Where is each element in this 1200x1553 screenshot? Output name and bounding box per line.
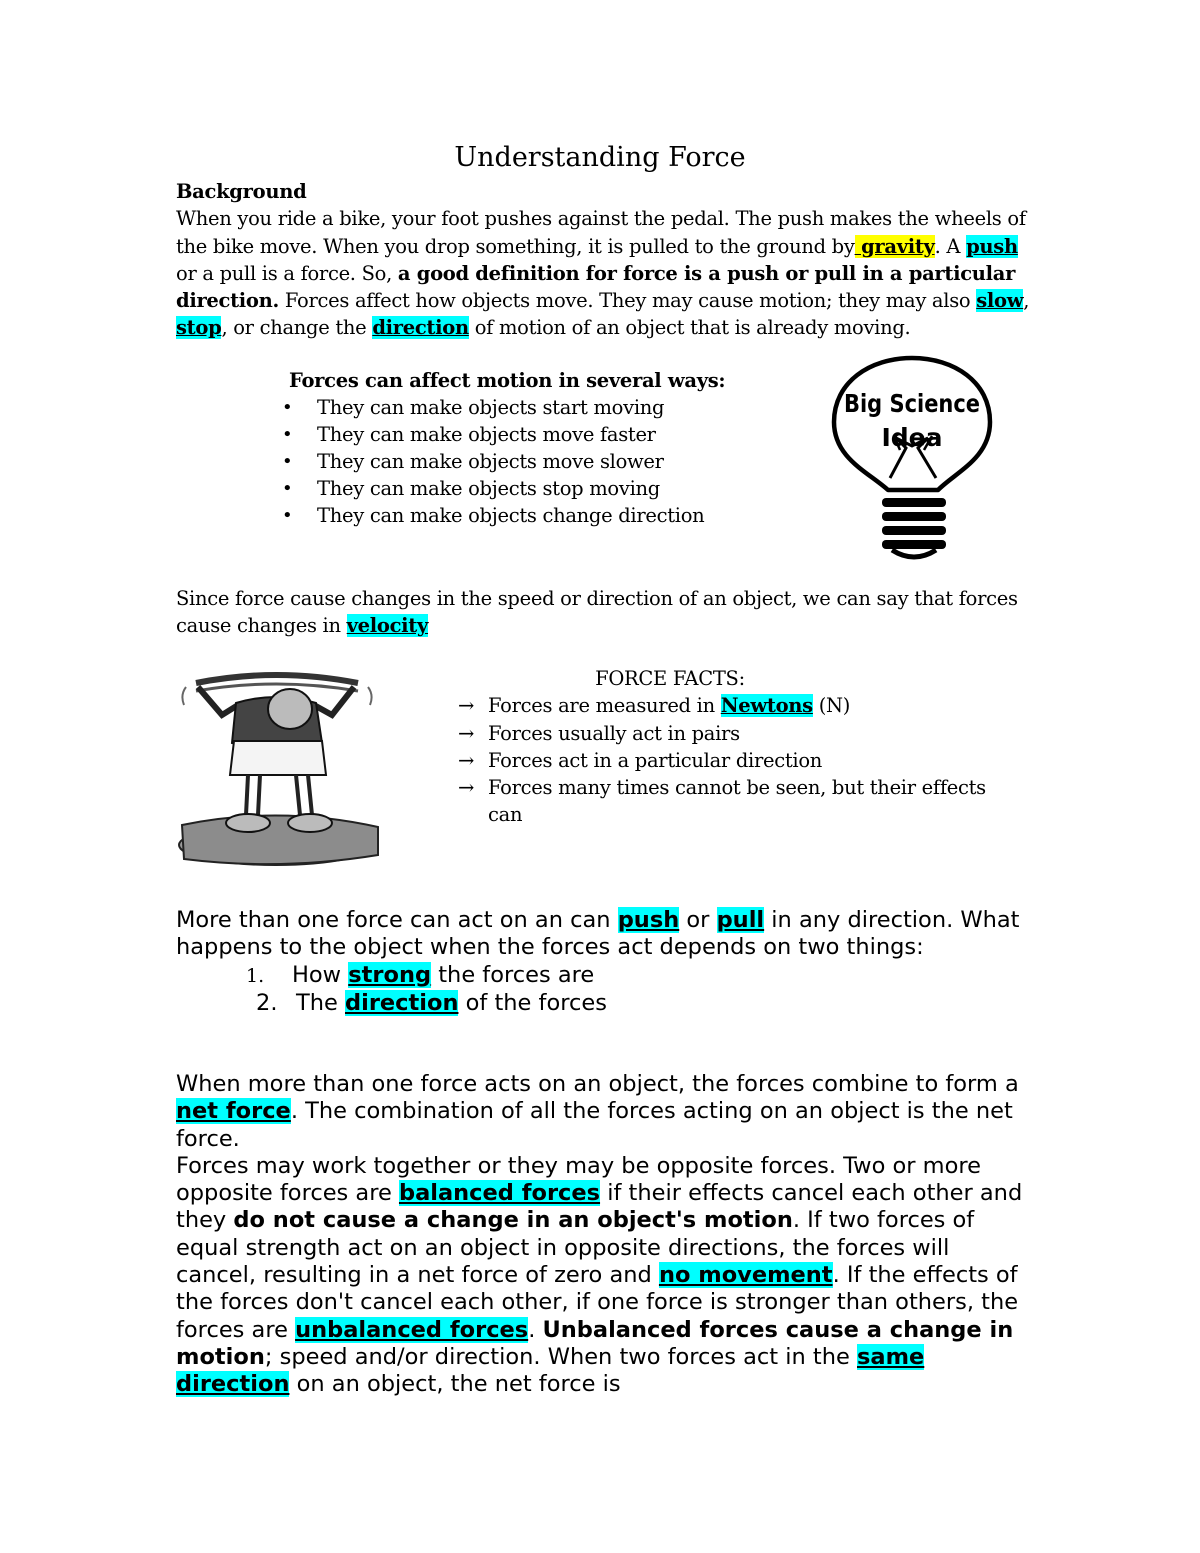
arrow-right-icon: → [458,776,475,800]
text-run: in any direction. What happens to the object when the forces act depends on two things: [176,907,1020,961]
background-section [176,178,1036,342]
term-net-force: net force [176,1098,291,1125]
big-science-idea-lightbulb-icon [828,350,1000,566]
list-item [455,692,1015,719]
list-item-text: They can make objects move faster [317,423,656,446]
background-paragraph [176,205,1036,341]
list-item [280,421,800,448]
text-run: When you ride a bike, your foot pushes against the pedal. The push makes the wheels of the bike move. When you drop something, it is pulled to the ground by [176,207,1026,258]
list-item-text: Forces many times cannot be seen, but their effects can [488,776,986,827]
factors-list [176,962,1036,1018]
list-item-text: They can make objects change direction [317,504,705,527]
list-number: 2. [256,989,278,1016]
list-item [176,990,1036,1017]
list-item [455,720,1015,747]
term-velocity: velocity [346,614,429,638]
text-run: Forces affect how objects move. They may cause motion; they may also [278,289,977,313]
no-change-phrase: do not cause a change in an object's motion [233,1207,793,1234]
arrow-right-icon: → [458,694,475,718]
list-item [455,747,1015,774]
list-item-text: They can make objects start moving [317,396,665,419]
bullet-icon: • [282,451,293,472]
multiple-forces-paragraph [176,907,1036,962]
text-run: . The combination of all the forces acting on an object is the net force. [176,1098,1013,1152]
term-push: push [617,907,680,933]
text-run: , [1023,289,1030,313]
text-run: . If two forces of equal strength act on an object in opposite directions, the forces will cancel, resulting in a net force of zero and [176,1207,975,1289]
bullet-icon: • [282,424,293,445]
arrow-right-icon: → [458,721,475,745]
text-run: The [296,989,345,1016]
text-run: of the forces [458,989,607,1016]
text-run: or a pull is a force. So, [176,261,398,285]
multiple-forces-section [176,907,1036,1017]
big-idea-line1: Big Science [844,389,980,418]
list-item-text: They can make objects stop moving [317,477,660,500]
text-run: the forces are [431,961,595,988]
text-run: Forces are measured in [488,694,721,718]
term-strong: strong [348,961,432,988]
term-balanced-forces: balanced forces [398,1180,601,1207]
term-direction: direction [372,316,469,340]
text-run: of motion of an object that is already moving. [468,316,911,340]
ways-list [280,394,800,529]
list-item [280,394,800,421]
net-force-section [176,1071,1036,1399]
force-definition: a good definition for force is a push or pull in a particular direction. [176,261,1016,313]
term-newtons: Newtons [720,694,813,718]
force-facts-section [455,665,1015,829]
ways-heading: Forces can affect motion in several ways: [289,369,726,392]
list-item [280,475,800,502]
text-run: on an object, the net force is [289,1371,621,1398]
list-item [280,502,800,529]
text-run: ; speed and/or direction. When two forces act in the [264,1343,858,1370]
term-no-movement: no movement [658,1262,833,1289]
balanced-forces-paragraph [176,1153,1036,1399]
term-push: push [966,234,1018,258]
term-slow: slow [976,289,1024,313]
text-run: How [292,961,349,988]
bullet-icon: • [282,397,293,418]
text-run: (N) [812,694,851,718]
list-item [176,962,1036,990]
person-pulling-band-illustration [176,665,384,870]
list-item-text: Forces act in a particular direction [488,748,823,772]
term-stop: stop [176,316,222,340]
page-title: Understanding Force [454,142,746,173]
list-item-text: Forces usually act in pairs [488,721,740,745]
bullet-icon: • [282,505,293,526]
term-direction: direction [345,989,459,1016]
text-run: Forces may work together or they may be opposite forces. Two or more opposite forces are [176,1152,981,1207]
background-heading: Background [176,180,307,203]
net-force-paragraph [176,1071,1036,1153]
list-item-text: They can make objects move slower [317,450,664,473]
term-same-direction: same direction [176,1343,925,1398]
force-facts-heading: FORCE FACTS: [595,667,745,690]
ways-section [280,367,800,529]
bullet-icon: • [282,478,293,499]
big-idea-line2: Idea [881,423,943,452]
force-facts-list [455,692,1015,828]
text-run: if their effects cancel each other and they [176,1180,1023,1234]
list-item [455,774,1015,829]
arrow-right-icon: → [458,748,475,772]
text-run: . [528,1316,543,1343]
list-item [280,448,800,475]
text-run: . A [934,234,967,258]
list-number: 1. [246,964,265,987]
term-pull: pull [716,907,765,933]
velocity-paragraph [176,585,1036,640]
term-gravity: gravity [854,234,935,258]
term-unbalanced-forces: unbalanced forces [295,1316,529,1343]
text-run: When more than one force acts on an object, the forces combine to form a [176,1071,1019,1097]
change-motion-phrase: Unbalanced forces cause a change in motion [176,1316,1014,1370]
text-run: Since force cause changes in the speed or direction of an object, we can say that forces cause changes in [176,587,1018,638]
text-run: or [679,907,717,933]
text-run: , or change the [221,316,373,340]
text-run: More than one force can act on an can [176,907,618,933]
text-run: . If the effects of the forces don't cancel each other, if one force is stronger than others, the forces are [176,1262,1019,1343]
